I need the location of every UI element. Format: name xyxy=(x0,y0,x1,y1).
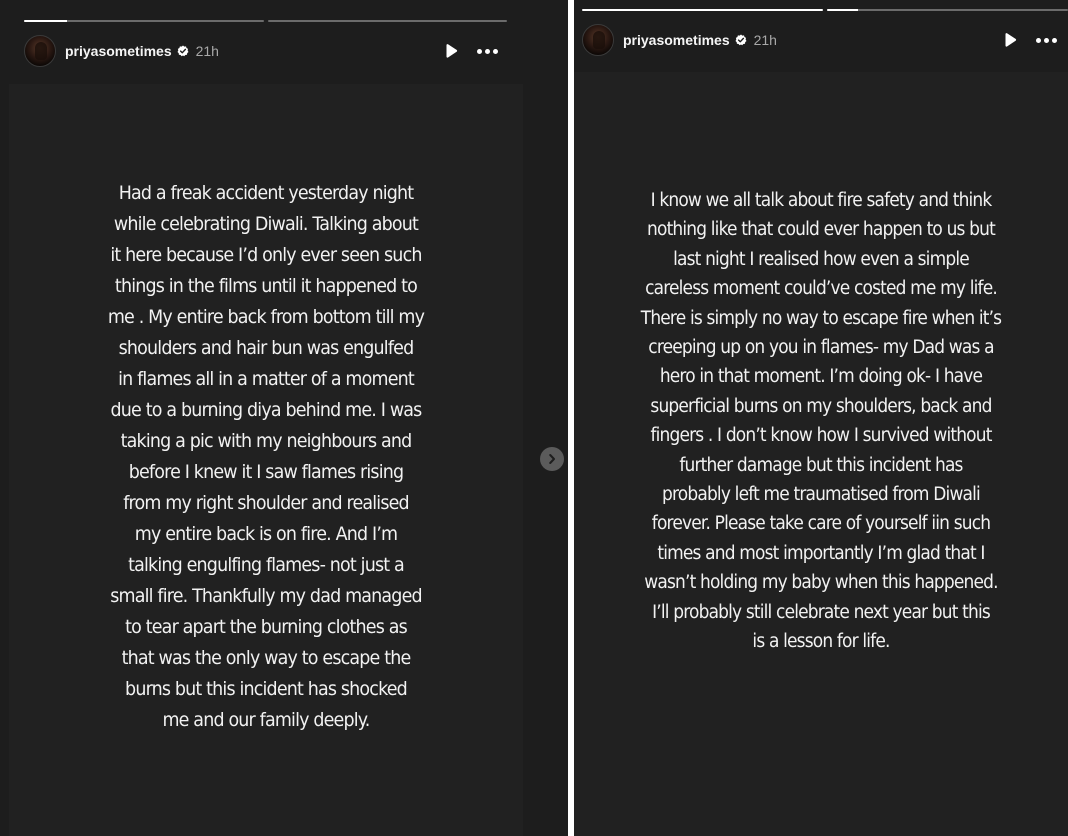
progress-segment xyxy=(827,9,1068,11)
story-frame-2 xyxy=(574,0,1068,836)
verified-badge-icon xyxy=(177,45,189,57)
story-progress-bar xyxy=(582,9,1068,11)
more-options-icon[interactable] xyxy=(477,48,499,54)
story-header xyxy=(24,34,219,68)
story-text: Had a freak accident yesterday night while celebrating Diwali. Talking about it here because I’d only ever seen such things in the films until it happened to me . My entire back from bottom till my shoulders and hair bun was engulfed in flames all in a matter of a moment due to a burning diya behind me. I was taking a pic with my neighbours and before I knew it I saw flames rising from my right shoulder and realised my entire back is on fire. And I’m talking engulfing flames- not just a small fire. Thankfully my dad managed to tear apart the burning clothes as that was the only way to escape the burns but this incident has shocked me and our family deeply. xyxy=(107,182,425,731)
play-icon[interactable] xyxy=(443,43,459,59)
story-timestamp: 21h xyxy=(195,43,219,59)
progress-segment xyxy=(24,20,264,22)
progress-segment xyxy=(268,20,508,22)
avatar[interactable] xyxy=(24,35,56,67)
story-text: I know we all talk about fire safety and think nothing like that could ever happen to us but last night I realised how even a simple careless moment could’ve costed me my life. There is simply no way to escape fire when it’s creeping up on you in flames- my Dad was a hero in that moment. I’m doing ok- I have superficial burns on my shoulders, back and fingers . I don’t know how I survived without further damage but this incident has probably left me traumatised from Diwali forever. Please take care of yourself iin such times and most importantly I’m glad that I wasn’t holding my baby when this happened. I’ll probably still celebrate next year but this is a lesson for life. xyxy=(640,190,1002,653)
story-card xyxy=(9,84,523,836)
next-story-button[interactable] xyxy=(540,447,564,471)
verified-badge-icon xyxy=(735,34,747,46)
story-progress-bar xyxy=(24,20,507,22)
play-icon[interactable] xyxy=(1002,32,1018,48)
username[interactable]: priyasometimes xyxy=(623,32,730,48)
story-controls xyxy=(1002,32,1058,48)
story-header xyxy=(582,23,777,57)
story-controls xyxy=(443,43,499,59)
progress-segment xyxy=(582,9,823,11)
story-timestamp: 21h xyxy=(753,32,777,48)
avatar[interactable] xyxy=(582,24,614,56)
story-card xyxy=(574,72,1068,836)
more-options-icon[interactable] xyxy=(1036,37,1058,43)
username[interactable]: priyasometimes xyxy=(65,43,172,59)
chevron-right-icon xyxy=(546,453,558,465)
